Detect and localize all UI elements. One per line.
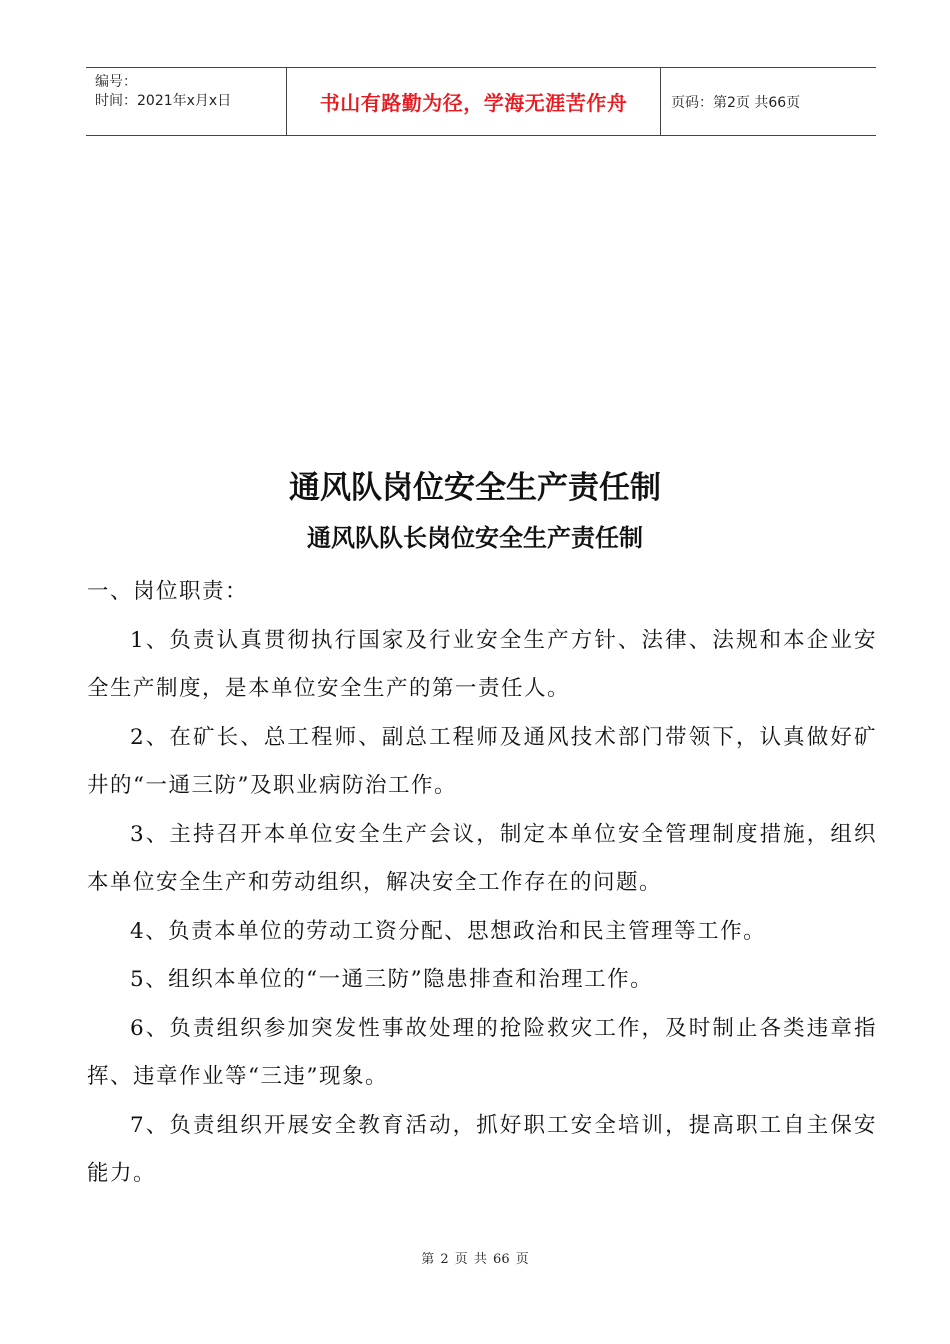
header-page-label: 页码：第2页 共66页 (671, 94, 801, 111)
header-motto: 书山有路勤为径，学海无涯苦作舟 (287, 68, 661, 135)
list-item: 2、在矿长、总工程师、副总工程师及通风技术部门带领下，认真做好矿井的“一通三防”及职业病防治工作。 (87, 724, 877, 798)
list-item: 1、负责认真贯彻执行国家及行业安全生产方针、法律、法规和本企业安全生产制度，是本单位安全生产的第一责任人。 (87, 627, 877, 701)
section-heading: 一、岗位职责： (87, 579, 249, 604)
list-item: 3、主持召开本单位安全生产会议，制定本单位安全管理制度措施，组织本单位安全生产和劳动组织，解决安全工作存在的问题。 (87, 821, 877, 895)
number-label: 编号： (95, 74, 137, 90)
document-body (87, 568, 877, 1199)
list-item: 4、负责本单位的劳动工资分配、思想政治和民主管理等工作。 (130, 918, 767, 944)
page-footer: 第 2 页 共 66 页 (421, 1252, 529, 1267)
list-item: 6、负责组织参加突发性事故处理的抢险救灾工作，及时制止各类违章指挥、违章作业等“三违”现象。 (87, 1015, 877, 1089)
time-label: 时间：2021年x月x日 (95, 93, 232, 109)
list-item: 5、组织本单位的“一通三防”隐患排查和治理工作。 (130, 967, 654, 992)
document-title: 通风队岗位安全生产责任制 (289, 470, 661, 506)
list-item: 7、负责组织开展安全教育活动，抓好职工安全培训，提高职工自主保安能力。 (87, 1112, 877, 1186)
page-header (86, 67, 876, 136)
header-meta (86, 68, 287, 135)
document-subtitle: 通风队队长岗位安全生产责任制 (307, 524, 643, 552)
